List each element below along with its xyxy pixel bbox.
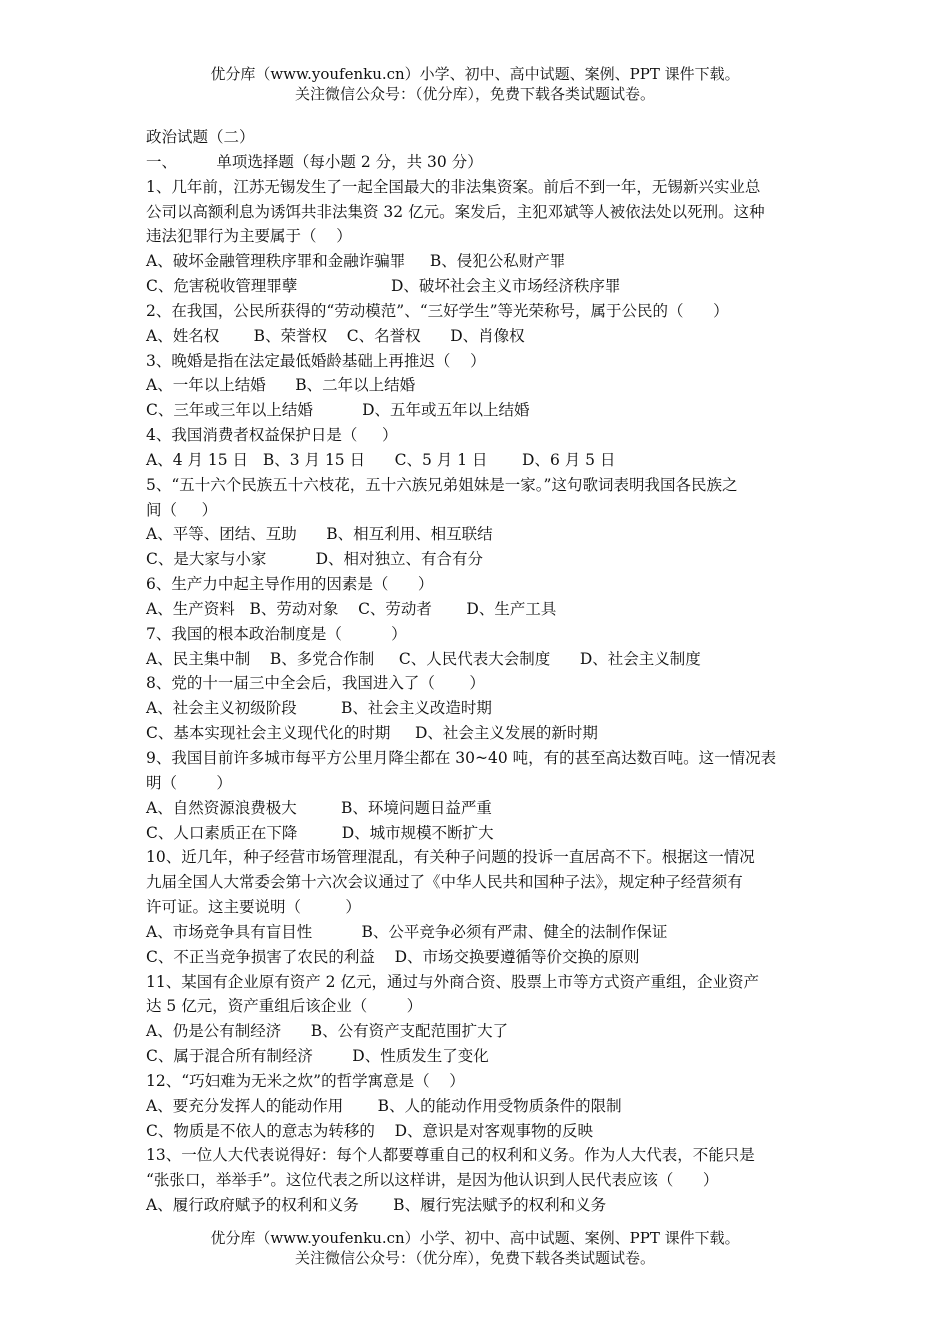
text-line: 九届全国人大常委会第十六次会议通过了《中华人民共和国种子法》，规定种子经营须有	[146, 873, 743, 892]
text-line: 5、“五十六个民族五十六枝花，五十六族兄弟姐妹是一家。”这句歌词表明我国各民族之	[146, 475, 738, 494]
text-line: C、三年或三年以上结婚 D、五年或五年以上结婚	[146, 401, 530, 420]
text-line: A、自然资源浪费极大 B、环境问题日益严重	[146, 798, 492, 817]
document-title: 政治试题（二）	[146, 128, 255, 146]
text-line: 3、晚婚是指在法定最低婚龄基础上再推迟（ ）	[146, 351, 486, 370]
text-line: 8、党的十一届三中全会后，我国进入了（ ）	[146, 674, 485, 693]
text-line: 11、某国有企业原有资产 2 亿元，通过与外商合资、股票上市等方式资产重组，企业资产	[146, 972, 759, 991]
text-line: 10、近几年，种子经营市场管理混乱，有关种子问题的投诉一直居高不下。根据这一情况	[146, 848, 755, 867]
footer-line-2: 关注微信公众号：（优分库），免费下载各类试题试卷。	[294, 1249, 655, 1267]
text-line: A、平等、团结、互助 B、相互利用、相互联结	[146, 525, 493, 544]
text-line: A、破坏金融管理秩序罪和金融诈骗罪 B、侵犯公私财产罪	[146, 252, 566, 271]
page-header-watermark	[0, 64, 950, 104]
text-line: A、民主集中制 B、多党合作制 C、人民代表大会制度 D、社会主义制度	[146, 649, 701, 668]
footer-line-1: 优分库（www.youfenku.cn）小学、初中、高中试题、案例、PPT 课件下载。	[210, 1229, 740, 1247]
page-footer-watermark	[0, 1228, 950, 1268]
text-line: 12、“巧妇难为无米之炊”的哲学寓意是（ ）	[146, 1071, 465, 1090]
text-line: C、基本实现社会主义现代化的时期 D、社会主义发展的新时期	[146, 724, 598, 743]
text-line: 许可证。这主要说明（ ）	[146, 898, 361, 917]
text-line: C、物质是不依人的意志为转移的 D、意识是对客观事物的反映	[146, 1121, 593, 1140]
text-line: 6、生产力中起主导作用的因素是（ ）	[146, 575, 434, 594]
text-line: “张张口，举举手”。这位代表之所以这样讲，是因为他认识到人民代表应该（ ）	[146, 1171, 719, 1190]
text-line: C、是大家与小家 D、相对独立、有合有分	[146, 550, 484, 569]
text-line: A、4 月 15 日 B、3 月 15 日 C、5 月 1 日 D、6 月 5 日	[146, 450, 616, 469]
text-line: A、生产资料 B、劳动对象 C、劳动者 D、生产工具	[146, 599, 557, 618]
text-line: 13、一位人大代表说得好：每个人都要尊重自己的权利和义务。作为人大代表，不能只是	[146, 1146, 755, 1165]
text-line: A、一年以上结婚 B、二年以上结婚	[146, 376, 416, 395]
text-line: A、姓名权 B、荣誉权 C、名誉权 D、肖像权	[146, 326, 525, 345]
text-line: C、危害税收管理罪孽 D、破坏社会主义市场经济秩序罪	[146, 277, 621, 296]
text-line: A、社会主义初级阶段 B、社会主义改造时期	[146, 699, 492, 718]
header-line-1: 优分库（www.youfenku.cn）小学、初中、高中试题、案例、PPT 课件下载。	[210, 65, 740, 83]
text-line: 4、我国消费者权益保护日是（ ）	[146, 426, 398, 445]
text-line: 公司以高额利息为诱饵共非法集资 32 亿元。案发后，主犯邓斌等人被依法处以死刑。这种	[146, 202, 765, 221]
text-line: 1、几年前，江苏无锡发生了一起全国最大的非法集资案。前后不到一年，无锡新兴实业总	[146, 177, 761, 196]
text-line: 间（ ）	[146, 500, 218, 519]
text-line: A、要充分发挥人的能动作用 B、人的能动作用受物质条件的限制	[146, 1096, 622, 1115]
text-line: A、履行政府赋予的权利和义务 B、履行宪法赋予的权利和义务	[146, 1196, 607, 1215]
text-line: 7、我国的根本政治制度是（ ）	[146, 624, 407, 643]
text-line: 9、我国目前许多城市每平方公里月降尘都在 30~40 吨，有的甚至高达数百吨。这一情况表	[146, 749, 777, 767]
text-line: C、人口素质正在下降 D、城市规模不断扩大	[146, 823, 494, 842]
text-line: 达 5 亿元，资产重组后该企业（ ）	[146, 997, 423, 1016]
text-line: 2、在我国，公民所获得的“劳动模范”、“三好学生”等光荣称号，属于公民的（ ）	[146, 301, 729, 320]
text-line: A、市场竞争具有盲目性 B、公平竞争必须有严肃、健全的法制作保证	[146, 922, 668, 941]
section-heading: 一、 单项选择题（每小题 2 分，共 30 分）	[146, 152, 483, 171]
text-line: C、不正当竞争损害了农民的利益 D、市场交换要遵循等价交换的原则	[146, 947, 640, 966]
text-line: A、仍是公有制经济 B、公有资产支配范围扩大了	[146, 1022, 509, 1041]
text-line: C、属于混合所有制经济 D、性质发生了变化	[146, 1047, 489, 1066]
header-line-2: 关注微信公众号：（优分库），免费下载各类试题试卷。	[294, 85, 655, 103]
text-line: 明（ ）	[146, 773, 232, 792]
text-line: 违法犯罪行为主要属于（ ）	[146, 227, 352, 246]
